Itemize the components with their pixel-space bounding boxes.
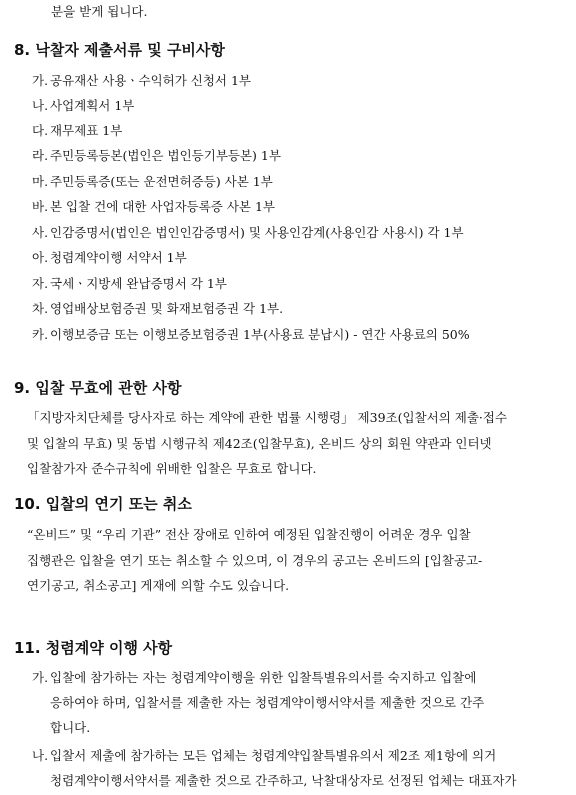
- list-item-text: 본 입찰 건에 대한 사업자등록증 사본 1부: [50, 199, 275, 214]
- list-marker: 다.: [32, 123, 49, 138]
- list-marker: 바.: [32, 199, 49, 214]
- list-item: [32, 670, 476, 686]
- list-item: [32, 327, 470, 343]
- list-item-text: 주민등록등본(법인은 법인등기부등본) 1부: [50, 148, 281, 163]
- list-item-text: 공유재산 사용ㆍ수익허가 신청서 1부: [50, 73, 251, 88]
- list-item-text: 인감증명서(법인은 법인인감증명서) 및 사용인감계(사용인감 사용시) 각 1부: [50, 225, 464, 240]
- paragraph-line: 「지방자치단체를 당사자로 하는 계약에 관한 법률 시행령」 제39조(입찰서의 제출·접수: [27, 410, 508, 425]
- list-item-text: 이행보증금 또는 이행보증보험증권 1부(사용료 분납시) - 연간 사용료의 50%: [50, 327, 470, 342]
- list-item-text: 재무제표 1부: [50, 123, 123, 138]
- section-11-heading: 11. 청렴계약 이행 사항: [14, 639, 173, 657]
- list-item: [32, 276, 227, 292]
- paragraph-line: “온비드” 및 “우리 기관” 전산 장애로 인하여 예정된 입찰진행이 어려운 경우 입찰: [27, 527, 471, 542]
- section-8-heading: 8. 낙찰자 제출서류 및 구비사항: [14, 41, 225, 59]
- list-marker: 카.: [32, 327, 49, 342]
- list-item-text: 청렴계약이행 서약서 1부: [50, 250, 187, 265]
- paragraph-line: 집행관은 입찰을 연기 또는 취소할 수 있으며, 이 경우의 공고는 온비드의 [입찰공고-: [27, 553, 483, 568]
- list-item-continuation: 합니다.: [50, 720, 91, 735]
- list-item: [32, 123, 122, 139]
- list-item: [32, 748, 496, 764]
- list-item-continuation: 청렴계약이행서약서를 제출한 것으로 간주하고, 낙찰대상자로 선정된 업체는 대표자가: [50, 773, 517, 788]
- list-item: [32, 301, 283, 317]
- section-9-heading: 9. 입찰 무효에 관한 사항: [14, 379, 182, 397]
- list-item-text: 국세ㆍ지방세 완납증명서 각 1부: [50, 276, 227, 291]
- list-item: [32, 148, 281, 164]
- continuation-line: 분을 받게 됩니다.: [51, 4, 148, 19]
- list-marker: 아.: [32, 250, 49, 265]
- list-item: [32, 250, 187, 266]
- list-item-text: 주민등록증(또는 운전면허증등) 사본 1부: [50, 174, 273, 189]
- list-item-text: 입찰에 참가하는 자는 청렴계약이행을 위한 입찰특별유의서를 숙지하고 입찰에: [50, 670, 477, 685]
- list-item: [32, 199, 275, 215]
- list-item: [32, 174, 273, 190]
- paragraph-line: 연기공고, 취소공고] 게재에 의할 수도 있습니다.: [27, 578, 290, 593]
- list-marker: 자.: [32, 276, 49, 291]
- paragraph-line: 입찰참가자 준수규칙에 위배한 입찰은 무효로 합니다.: [27, 461, 317, 476]
- list-marker: 나.: [32, 98, 49, 113]
- list-marker: 가.: [32, 73, 49, 88]
- list-item-text: 영업배상보험증권 및 화재보험증권 각 1부.: [50, 301, 284, 316]
- list-item-continuation: 응하여야 하며, 입찰서를 제출한 자는 청렴계약이행서약서를 제출한 것으로 간주: [50, 695, 485, 710]
- section-10-heading: 10. 입찰의 연기 또는 취소: [14, 495, 192, 513]
- list-marker: 라.: [32, 148, 49, 163]
- list-item: [32, 73, 251, 89]
- list-marker: 차.: [32, 301, 49, 316]
- list-marker: 마.: [32, 174, 49, 189]
- list-item: [32, 98, 134, 114]
- list-marker: 나.: [32, 748, 49, 763]
- list-item-text: 입찰서 제출에 참가하는 모든 업체는 청렴계약입찰특별유의서 제2조 제1항에 의거: [50, 748, 497, 763]
- paragraph-line: 및 입찰의 무효) 및 동법 시행규칙 제42조(입찰무효), 온비드 상의 회원 약관과 인터넷: [27, 436, 492, 451]
- list-marker: 가.: [32, 670, 49, 685]
- list-marker: 사.: [32, 225, 49, 240]
- list-item-text: 사업계획서 1부: [50, 98, 135, 113]
- list-item: [32, 225, 464, 241]
